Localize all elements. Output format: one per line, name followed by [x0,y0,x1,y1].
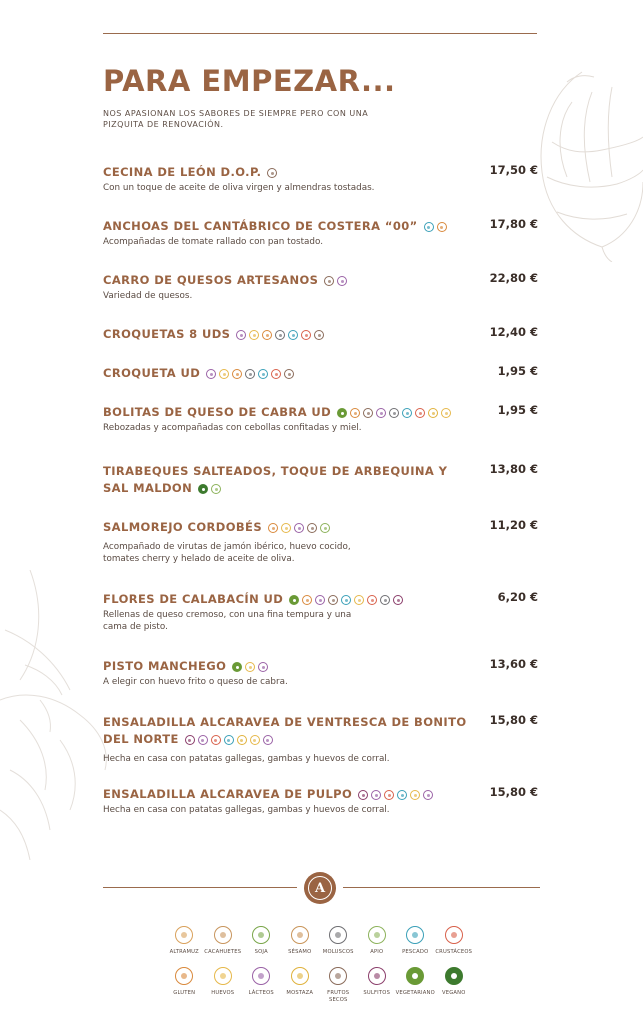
lacteos-icon [236,330,246,340]
huevos-icon [410,790,420,800]
item-description: Hecha en casa con patatas gallegas, gambas y huevos de corral. [103,805,390,815]
allergen-icons [324,273,350,288]
menu-item [103,713,538,765]
lacteos-icon [206,369,216,379]
item-description: Acompañado de virutas de jamón ibérico, huevo cocido, tomates cherry y helado de aceite de oliva. [103,542,351,564]
frutos-secos-icon [307,523,317,533]
gluten-icon [232,369,242,379]
crustaceos-icon [367,595,377,605]
allergen-legend-row-2 [165,967,485,1004]
item-name: CROQUETA UD [103,366,201,380]
legend-item-mostaza [281,967,320,1004]
huevos-icon [250,735,260,745]
legend-label: FRUTOS SECOS [327,990,350,1003]
item-name: SALMOREJO CORDOBÉS [103,520,262,534]
top-divider [103,33,537,34]
legend-label: HUEVOS [211,990,235,996]
soja-icon [252,926,270,944]
legend-item-cacahuetes [204,926,243,956]
gluten-icon [175,967,193,985]
legend-label: SULFITOS [363,990,391,996]
lacteos-icon [315,595,325,605]
legend-item-apio [358,926,397,956]
section-subtitle: NOS APASIONAN LOS SABORES DE SIEMPRE PERO CON UNA PIZQUITA DE RENOVACIÓN. [103,109,369,129]
mostaza-icon [428,408,438,418]
moluscos-icon [245,369,255,379]
section-title: PARA EMPEZAR... [103,64,396,98]
lacteos-icon [263,735,273,745]
altramuz-icon [175,926,193,944]
moluscos-icon [329,926,347,944]
sulfitos-icon [358,790,368,800]
menu-item [103,364,538,381]
gluten-icon [437,222,447,232]
frutos-secos-icon [363,408,373,418]
legend-label: MOLUSCOS [322,949,354,955]
lacteos-icon [294,523,304,533]
item-price: 1,95 € [497,403,538,417]
menu-item [103,657,538,688]
item-description: Acompañadas de tomate rallado con pan tostado. [103,237,324,247]
huevos-icon [441,408,451,418]
gluten-icon [350,408,360,418]
huevos-icon [249,330,259,340]
gluten-icon [268,523,278,533]
gluten-icon [262,330,272,340]
huevos-icon [281,523,291,533]
frutos-secos-icon [267,168,277,178]
legend-label: GLUTEN [173,990,196,996]
crustaceos-icon [271,369,281,379]
huevos-icon [219,369,229,379]
lacteos-icon [198,735,208,745]
allergen-icons [337,405,454,420]
apio-icon [211,484,221,494]
brand-logo [304,872,336,904]
lacteos-icon [252,967,270,985]
legend-label: ALTRAMUZ [169,949,199,955]
pescado-icon [424,222,434,232]
vegano-icon [198,484,208,494]
item-price: 15,80 € [489,785,538,799]
frutos-secos-icon [314,330,324,340]
allergen-icons [198,481,224,496]
legend-label: LÁCTEOS [248,990,274,996]
menu-item [103,518,538,565]
menu-item [103,403,538,434]
crustaceos-icon [415,408,425,418]
allergen-icons [236,327,327,342]
item-name: ENSALADILLA ALCARAVEA DE VENTRESCA DE BONITO DEL NORTE [103,715,467,746]
item-price: 22,80 € [489,271,538,285]
item-price: 13,60 € [489,657,538,671]
huevos-icon [354,595,364,605]
gluten-icon [302,595,312,605]
frutos-secos-icon [324,276,334,286]
legend-item-lacteos [242,967,281,1004]
item-description: Variedad de quesos. [103,291,193,301]
allergen-icons [289,592,406,607]
pescado-icon [224,735,234,745]
frutos-secos-icon [329,967,347,985]
item-name: ENSALADILLA ALCARAVEA DE PULPO [103,787,353,801]
lacteos-icon [258,662,268,672]
legend-item-sesamo [281,926,320,956]
item-name: FLORES DE CALABACÍN UD [103,592,284,606]
footer-divider-right [343,887,540,888]
crustaceos-icon [445,926,463,944]
lacteos-icon [371,790,381,800]
legend-label: SOJA [254,949,268,955]
item-description: Con un toque de aceite de oliva virgen y almendras tostadas. [103,183,375,193]
pescado-icon [402,408,412,418]
legend-label: APIO [370,949,384,955]
item-price: 13,80 € [489,462,538,476]
vegano-icon [445,967,463,985]
allergen-icons [206,366,297,381]
legend-item-pescado [396,926,435,956]
crustaceos-icon [384,790,394,800]
apio-icon [320,523,330,533]
allergen-icons [185,732,276,747]
legend-item-frutos-secos [319,967,358,1004]
crustaceos-icon [301,330,311,340]
item-description: Hecha en casa con patatas gallegas, gambas y huevos de corral. [103,754,390,764]
vegetariano-icon [337,408,347,418]
legend-label: CACAHUETES [204,949,242,955]
menu-item [103,590,538,633]
sulfitos-icon [185,735,195,745]
item-name: CARRO DE QUESOS ARTESANOS [103,273,319,287]
lacteos-icon [376,408,386,418]
sesamo-icon [291,926,309,944]
pescado-icon [341,595,351,605]
item-price: 15,80 € [489,713,538,727]
item-price: 11,20 € [489,518,538,532]
legend-item-huevos [204,967,243,1004]
pescado-icon [406,926,424,944]
footer-divider-left [103,887,297,888]
menu-item [103,163,538,194]
item-price: 12,40 € [489,325,538,339]
mostaza-icon [237,735,247,745]
item-name: PISTO MANCHEGO [103,659,227,673]
item-description: Rebozadas y acompañadas con cebollas confitadas y miel. [103,423,362,433]
lacteos-icon [423,790,433,800]
legend-label: VEGANO [441,990,466,996]
sulfitos-icon [368,967,386,985]
legend-label: CRUSTÁCEOS [435,949,473,955]
allergen-icons [232,659,271,674]
vegetariano-icon [406,967,424,985]
item-price: 17,80 € [489,217,538,231]
legend-item-crustaceos [435,926,474,956]
frutos-secos-icon [328,595,338,605]
item-description: Rellenas de queso cremoso, con una fina tempura y una cama de pisto. [103,610,352,632]
cacahuetes-icon [214,926,232,944]
lacteos-icon [337,276,347,286]
menu-item [103,325,538,342]
legend-item-vegano [435,967,474,1004]
vegetariano-icon [232,662,242,672]
brand-logo-letter: A [308,876,332,900]
moluscos-icon [389,408,399,418]
moluscos-icon [275,330,285,340]
allergen-icons [424,219,450,234]
crustaceos-icon [211,735,221,745]
allergen-icons [267,165,280,180]
apio-icon [368,926,386,944]
item-name: CROQUETAS 8 UDS [103,327,231,341]
legend-label: SÉSAMO [288,949,312,955]
allergen-icons [268,520,333,535]
legend-item-gluten [165,967,204,1004]
frutos-secos-icon [284,369,294,379]
item-description: A elegir con huevo frito o queso de cabra. [103,677,288,687]
item-price: 6,20 € [497,590,538,604]
pescado-icon [397,790,407,800]
item-name: ANCHOAS DEL CANTÁBRICO DE COSTERA “00” [103,219,418,233]
menu-item [103,785,538,816]
menu-item [103,271,538,302]
allergen-legend-row-1 [165,926,485,956]
legend-label: VEGETARIANO [395,990,435,996]
item-price: 1,95 € [497,364,538,378]
legend-item-vegetariano [396,967,435,1004]
item-name: TIRABEQUES SALTEADOS, TOQUE DE ARBEQUINA Y SAL MALDON [103,464,448,495]
legend-label: PESCADO [402,949,429,955]
legend-item-moluscos [319,926,358,956]
sulfitos-icon [393,595,403,605]
item-price: 17,50 € [489,163,538,177]
mostaza-icon [291,967,309,985]
legend-item-soja [242,926,281,956]
menu-item [103,462,538,496]
item-name: BOLITAS DE QUESO DE CABRA UD [103,405,332,419]
menu-item [103,217,538,248]
moluscos-icon [380,595,390,605]
item-name: CECINA DE LEÓN D.O.P. [103,165,262,179]
pescado-icon [288,330,298,340]
flower-illustration [0,570,120,860]
vegetariano-icon [289,595,299,605]
huevos-icon [245,662,255,672]
legend-item-sulfitos [358,967,397,1004]
pescado-icon [258,369,268,379]
legend-label: MOSTAZA [286,990,314,996]
allergen-icons [358,787,436,802]
huevos-icon [214,967,232,985]
legend-item-altramuz [165,926,204,956]
